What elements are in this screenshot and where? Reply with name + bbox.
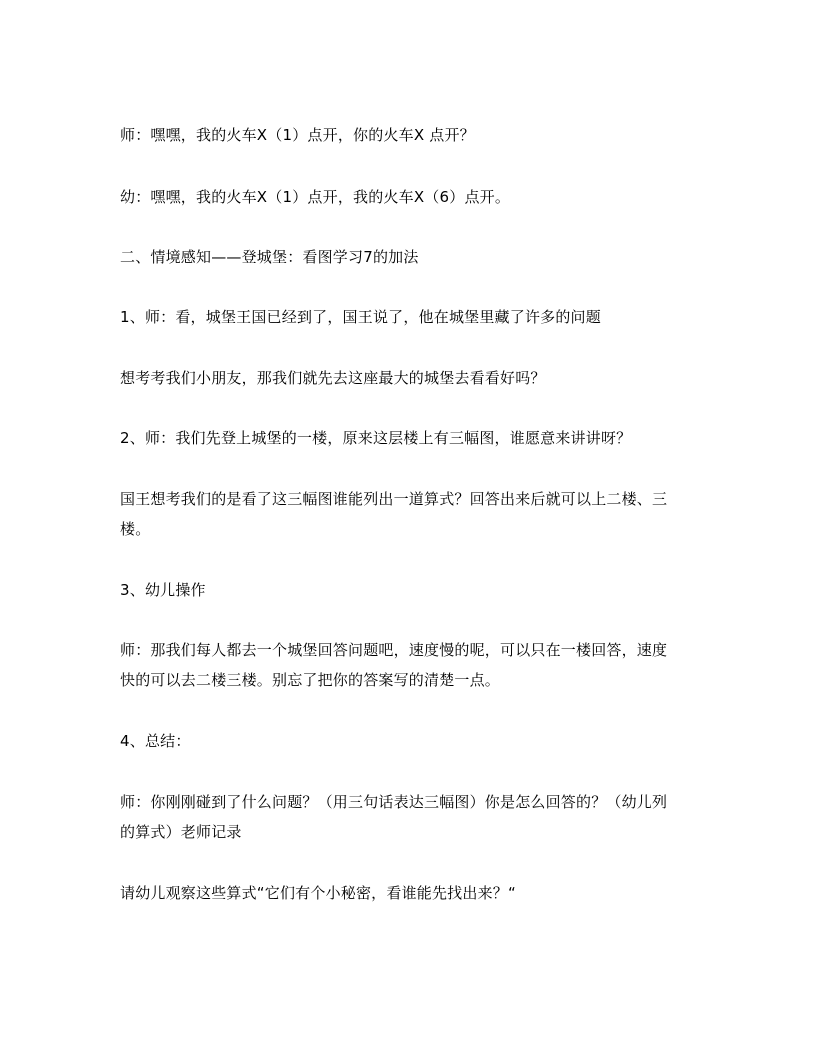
step-2-line-1: 2、师：我们先登上城堡的一楼，原来这层楼上有三幅图，谁愿意来讲讲呀？ [120, 429, 632, 447]
step-3-line-1: 师：那我们每人都去一个城堡回答问题吧，速度慢的呢，可以只在一楼回答，速度 [120, 641, 668, 659]
step-4-heading: 4、总结： [120, 732, 191, 750]
summary-line-2: 的算式）老师记录 [120, 823, 242, 841]
step-1-line-1: 1、师：看，城堡王国已经到了，国王说了，他在城堡里藏了许多的问题 [120, 308, 601, 326]
step-2-line-2: 国王想考我们的是看了这三幅图谁能列出一道算式？回答出来后就可以上二楼、三 [120, 490, 668, 508]
section-heading-castle: 二、情境感知——登城堡：看图学习7的加法 [120, 248, 419, 266]
observe-formulas-line: 请幼儿观察这些算式“它们有个小秘密，看谁能先找出来？“ [120, 884, 516, 902]
step-3-line-2: 快的可以去二楼三楼。别忘了把你的答案写的清楚一点。 [120, 671, 501, 689]
step-1-line-2: 想考考我们小朋友，那我们就先去这座最大的城堡去看看好吗？ [120, 369, 546, 387]
dialogue-child-train: 幼：嘿嘿，我的火车X（1）点开，我的火车X（6）点开。 [120, 188, 511, 206]
dialogue-teacher-train: 师：嘿嘿，我的火车X（1）点开，你的火车X 点开？ [120, 126, 475, 144]
step-3-heading: 3、幼儿操作 [120, 581, 206, 599]
summary-line-1: 师：你刚刚碰到了什么问题？（用三句话表达三幅图）你是怎么回答的？（幼儿列 [120, 793, 668, 811]
step-2-line-3: 楼。 [120, 520, 151, 538]
